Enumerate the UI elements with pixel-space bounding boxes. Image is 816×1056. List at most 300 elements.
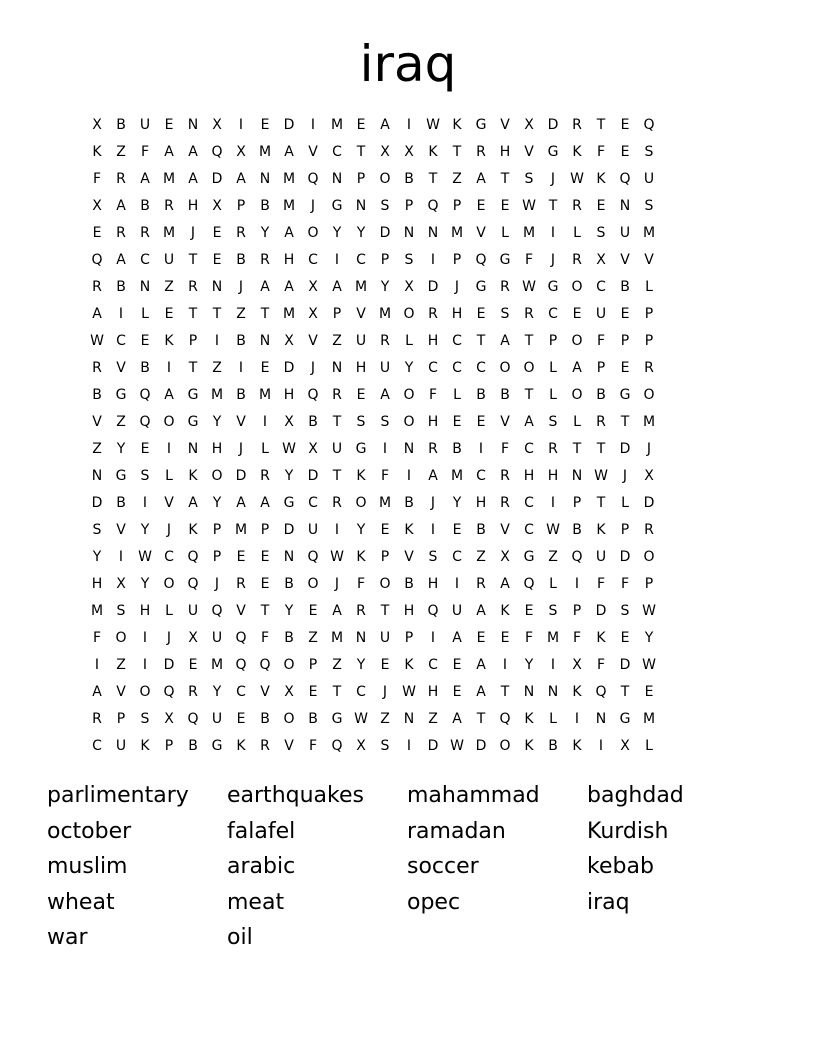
grid-letter: U: [379, 630, 391, 646]
grid-letter: B: [476, 522, 486, 538]
grid-letter: F: [92, 630, 102, 646]
grid-letter: X: [404, 144, 414, 160]
grid-letter: G: [355, 441, 367, 457]
grid-letter: W: [546, 522, 560, 538]
grid-letter: A: [476, 657, 486, 673]
grid-letter: N: [91, 468, 103, 484]
grid-letter: P: [572, 603, 582, 619]
grid-letter: B: [452, 441, 462, 457]
grid-letter: R: [500, 495, 510, 511]
grid-letter: A: [500, 333, 510, 349]
grid-letter: Q: [187, 711, 199, 727]
word-list-item: meat: [227, 889, 285, 915]
grid-letter: Z: [212, 360, 222, 376]
grid-letter: Z: [308, 630, 318, 646]
grid-letter: D: [307, 468, 319, 484]
grid-letter: O: [499, 360, 511, 376]
grid-letter: U: [355, 333, 367, 349]
grid-letter: H: [139, 603, 151, 619]
grid-letter: R: [260, 468, 270, 484]
grid-letter: B: [308, 414, 318, 430]
grid-letter: P: [620, 333, 630, 349]
grid-letter: E: [140, 441, 150, 457]
grid-letter: R: [164, 198, 174, 214]
grid-letter: H: [427, 414, 439, 430]
grid-letter: I: [214, 333, 220, 349]
grid-letter: I: [550, 657, 556, 673]
grid-letter: O: [571, 333, 583, 349]
grid-row: [85, 139, 733, 166]
grid-letter: R: [188, 684, 198, 700]
grid-letter: L: [405, 333, 413, 349]
grid-letter: A: [92, 306, 102, 322]
grid-letter: G: [211, 738, 223, 754]
grid-letter: V: [116, 684, 126, 700]
grid-letter: P: [644, 333, 654, 349]
grid-letter: C: [596, 279, 606, 295]
grid-letter: V: [236, 603, 246, 619]
grid-letter: Y: [212, 495, 222, 511]
grid-letter: L: [141, 306, 149, 322]
grid-letter: D: [235, 468, 247, 484]
grid-letter: G: [331, 711, 343, 727]
grid-letter: S: [92, 522, 102, 538]
grid-letter: Q: [643, 117, 655, 133]
word-list-item: falafel: [227, 818, 296, 844]
grid-letter: T: [332, 684, 342, 700]
grid-letter: O: [379, 171, 391, 187]
grid-letter: F: [620, 576, 630, 592]
grid-letter: U: [379, 360, 391, 376]
grid-letter: Q: [139, 414, 151, 430]
grid-letter: C: [548, 306, 558, 322]
grid-letter: P: [572, 495, 582, 511]
grid-letter: N: [571, 468, 583, 484]
grid-letter: F: [308, 738, 318, 754]
grid-row: [85, 355, 733, 382]
grid-letter: W: [594, 468, 608, 484]
word-list-item: oil: [227, 925, 253, 950]
grid-letter: E: [236, 711, 246, 727]
grid-letter: D: [619, 657, 631, 673]
grid-row: [85, 625, 733, 652]
grid-letter: C: [308, 252, 318, 268]
grid-letter: T: [356, 144, 366, 160]
grid-letter: H: [211, 441, 223, 457]
grid-row: [85, 544, 733, 571]
grid-letter: K: [236, 738, 246, 754]
grid-letter: O: [283, 657, 295, 673]
grid-letter: H: [187, 198, 199, 214]
grid-letter: G: [547, 144, 559, 160]
grid-letter: E: [164, 117, 174, 133]
grid-letter: R: [116, 225, 126, 241]
grid-letter: T: [476, 711, 486, 727]
grid-letter: I: [118, 549, 124, 565]
grid-letter: W: [450, 738, 464, 754]
grid-letter: U: [211, 711, 223, 727]
grid-letter: T: [596, 117, 606, 133]
grid-letter: E: [524, 603, 534, 619]
grid-letter: D: [619, 441, 631, 457]
grid-letter: O: [307, 576, 319, 592]
grid-letter: F: [380, 468, 390, 484]
grid-letter: A: [116, 198, 126, 214]
grid-letter: R: [332, 495, 342, 511]
grid-letter: M: [282, 198, 296, 214]
grid-letter: X: [308, 441, 318, 457]
grid-letter: K: [356, 549, 366, 565]
grid-letter: G: [283, 495, 295, 511]
grid-letter: O: [163, 576, 175, 592]
grid-letter: I: [454, 576, 460, 592]
grid-letter: P: [356, 171, 366, 187]
grid-letter: B: [500, 387, 510, 403]
grid-letter: B: [188, 738, 198, 754]
grid-letter: A: [140, 171, 150, 187]
grid-letter: M: [282, 306, 296, 322]
grid-letter: A: [380, 387, 390, 403]
grid-letter: Q: [139, 387, 151, 403]
grid-letter: H: [475, 495, 487, 511]
grid-row: [85, 328, 733, 355]
grid-letter: O: [379, 576, 391, 592]
grid-letter: E: [476, 630, 486, 646]
grid-letter: A: [164, 387, 174, 403]
grid-letter: Y: [212, 414, 222, 430]
grid-letter: M: [450, 468, 464, 484]
grid-letter: F: [500, 441, 510, 457]
grid-letter: I: [334, 252, 340, 268]
word-list-item: arabic: [227, 854, 296, 879]
word-list-item: baghdad: [587, 783, 684, 808]
grid-row: [85, 679, 733, 706]
grid-letter: X: [284, 684, 294, 700]
grid-letter: I: [502, 657, 508, 673]
grid-letter: C: [356, 252, 366, 268]
grid-letter: K: [404, 522, 414, 538]
grid-letter: Z: [428, 711, 438, 727]
grid-letter: V: [524, 144, 534, 160]
grid-letter: V: [356, 306, 366, 322]
grid-letter: I: [334, 522, 340, 538]
grid-letter: I: [430, 522, 436, 538]
grid-row: [85, 436, 733, 463]
grid-letter: T: [572, 441, 582, 457]
grid-letter: E: [260, 117, 270, 133]
grid-letter: H: [451, 306, 463, 322]
grid-letter: A: [92, 684, 102, 700]
grid-letter: Z: [476, 549, 486, 565]
grid-letter: Q: [427, 603, 439, 619]
word-list: [47, 778, 767, 956]
grid-letter: E: [308, 603, 318, 619]
grid-letter: U: [187, 603, 199, 619]
grid-letter: R: [260, 252, 270, 268]
grid-letter: S: [644, 198, 654, 214]
grid-row: [85, 706, 733, 733]
grid-letter: B: [548, 738, 558, 754]
grid-letter: V: [620, 252, 630, 268]
grid-letter: E: [236, 549, 246, 565]
grid-letter: P: [116, 711, 126, 727]
grid-letter: R: [644, 360, 654, 376]
grid-letter: H: [523, 468, 535, 484]
grid-letter: I: [142, 657, 148, 673]
grid-letter: P: [332, 306, 342, 322]
grid-letter: C: [92, 738, 102, 754]
grid-letter: E: [452, 414, 462, 430]
grid-letter: H: [547, 468, 559, 484]
grid-letter: G: [523, 549, 535, 565]
grid-letter: P: [452, 198, 462, 214]
grid-letter: H: [427, 333, 439, 349]
grid-letter: N: [355, 198, 367, 214]
grid-letter: N: [619, 198, 631, 214]
grid-letter: B: [404, 171, 414, 187]
grid-letter: I: [382, 441, 388, 457]
grid-letter: V: [404, 549, 414, 565]
grid-letter: G: [115, 468, 127, 484]
grid-letter: C: [140, 252, 150, 268]
grid-letter: I: [598, 738, 604, 754]
grid-letter: Y: [644, 630, 654, 646]
word-list-item: wheat: [47, 889, 115, 915]
letter-grid: [85, 112, 733, 760]
grid-letter: S: [380, 198, 390, 214]
grid-letter: E: [500, 198, 510, 214]
grid-letter: X: [236, 144, 246, 160]
grid-letter: S: [428, 549, 438, 565]
grid-letter: B: [284, 576, 294, 592]
grid-letter: T: [500, 171, 510, 187]
grid-letter: S: [404, 252, 414, 268]
grid-letter: E: [620, 306, 630, 322]
grid-letter: Z: [332, 657, 342, 673]
grid-letter: W: [642, 657, 656, 673]
grid-letter: E: [620, 144, 630, 160]
grid-letter: O: [403, 414, 415, 430]
grid-letter: X: [308, 279, 318, 295]
grid-letter: H: [403, 603, 415, 619]
grid-letter: M: [546, 630, 560, 646]
grid-letter: E: [500, 630, 510, 646]
grid-letter: F: [596, 144, 606, 160]
grid-letter: C: [332, 144, 342, 160]
grid-letter: J: [310, 198, 316, 214]
word-list-item: Kurdish: [587, 818, 669, 844]
grid-letter: V: [284, 738, 294, 754]
grid-letter: I: [478, 441, 484, 457]
grid-letter: M: [330, 117, 344, 133]
grid-row: [85, 571, 733, 598]
grid-letter: O: [139, 684, 151, 700]
grid-letter: U: [451, 603, 463, 619]
grid-letter: Q: [523, 576, 535, 592]
grid-row: [85, 409, 733, 436]
grid-letter: C: [428, 360, 438, 376]
grid-letter: E: [212, 252, 222, 268]
grid-letter: J: [238, 279, 244, 295]
grid-letter: X: [92, 117, 102, 133]
grid-letter: K: [572, 738, 582, 754]
grid-letter: G: [187, 414, 199, 430]
grid-letter: M: [378, 306, 392, 322]
grid-letter: E: [452, 522, 462, 538]
grid-letter: V: [476, 225, 486, 241]
grid-row: [85, 220, 733, 247]
grid-letter: D: [379, 225, 391, 241]
grid-letter: G: [499, 252, 511, 268]
word-list-item: soccer: [407, 854, 479, 879]
grid-letter: X: [596, 252, 606, 268]
grid-letter: A: [188, 144, 198, 160]
grid-letter: Z: [452, 171, 462, 187]
grid-letter: W: [90, 333, 104, 349]
grid-letter: M: [642, 711, 656, 727]
word-list-item: opec: [407, 889, 461, 915]
grid-letter: M: [450, 225, 464, 241]
grid-letter: Y: [356, 657, 366, 673]
grid-letter: R: [572, 117, 582, 133]
grid-row: [85, 112, 733, 139]
grid-letter: O: [403, 306, 415, 322]
grid-letter: W: [522, 198, 536, 214]
grid-letter: R: [260, 738, 270, 754]
grid-letter: O: [523, 360, 535, 376]
grid-letter: D: [283, 522, 295, 538]
grid-letter: E: [596, 198, 606, 214]
grid-letter: R: [92, 279, 102, 295]
word-list-item: october: [47, 818, 132, 844]
page-title: iraq: [359, 35, 457, 93]
grid-letter: Z: [332, 333, 342, 349]
grid-letter: A: [572, 360, 582, 376]
grid-letter: B: [596, 387, 606, 403]
grid-letter: Z: [116, 414, 126, 430]
grid-letter: Z: [380, 711, 390, 727]
grid-letter: C: [164, 549, 174, 565]
grid-letter: N: [211, 279, 223, 295]
grid-letter: H: [91, 576, 103, 592]
grid-letter: K: [596, 630, 606, 646]
word-list-item: muslim: [47, 854, 128, 879]
grid-letter: U: [595, 549, 607, 565]
grid-letter: C: [236, 684, 246, 700]
grid-letter: T: [596, 495, 606, 511]
grid-letter: D: [427, 279, 439, 295]
grid-letter: N: [331, 360, 343, 376]
grid-letter: H: [355, 360, 367, 376]
grid-letter: D: [91, 495, 103, 511]
grid-letter: Q: [235, 630, 247, 646]
grid-letter: I: [166, 360, 172, 376]
grid-letter: I: [262, 414, 268, 430]
grid-letter: M: [330, 630, 344, 646]
grid-letter: V: [308, 333, 318, 349]
grid-letter: I: [550, 495, 556, 511]
grid-letter: P: [308, 657, 318, 673]
word-list-item: parlimentary: [47, 783, 189, 808]
grid-letter: P: [404, 630, 414, 646]
grid-letter: S: [116, 603, 126, 619]
grid-letter: B: [404, 576, 414, 592]
grid-letter: I: [118, 306, 124, 322]
grid-letter: T: [260, 306, 270, 322]
grid-letter: M: [162, 171, 176, 187]
grid-letter: N: [547, 684, 559, 700]
grid-letter: E: [260, 549, 270, 565]
grid-letter: E: [476, 198, 486, 214]
grid-letter: R: [92, 711, 102, 727]
grid-letter: M: [378, 495, 392, 511]
grid-letter: N: [139, 279, 151, 295]
grid-letter: X: [188, 630, 198, 646]
grid-letter: B: [284, 630, 294, 646]
grid-letter: Z: [236, 306, 246, 322]
grid-row: [85, 382, 733, 409]
grid-letter: L: [573, 225, 581, 241]
grid-letter: Y: [212, 684, 222, 700]
grid-letter: N: [187, 117, 199, 133]
grid-letter: A: [476, 603, 486, 619]
grid-letter: F: [92, 171, 102, 187]
grid-letter: Y: [140, 576, 150, 592]
grid-letter: N: [403, 711, 415, 727]
grid-letter: D: [163, 657, 175, 673]
grid-letter: E: [188, 657, 198, 673]
grid-letter: Q: [235, 657, 247, 673]
grid-letter: J: [622, 468, 628, 484]
grid-letter: B: [116, 495, 126, 511]
grid-letter: J: [310, 360, 316, 376]
grid-letter: A: [236, 495, 246, 511]
word-list-item: ramadan: [407, 818, 506, 844]
grid-letter: K: [404, 657, 414, 673]
grid-letter: W: [570, 171, 584, 187]
grid-letter: J: [238, 441, 244, 457]
grid-letter: F: [596, 333, 606, 349]
grid-letter: I: [142, 495, 148, 511]
grid-letter: F: [524, 252, 534, 268]
grid-letter: R: [236, 576, 246, 592]
grid-letter: U: [643, 171, 655, 187]
grid-letter: R: [524, 306, 534, 322]
grid-letter: X: [572, 657, 582, 673]
grid-letter: C: [476, 468, 486, 484]
grid-letter: M: [234, 522, 248, 538]
grid-letter: W: [642, 603, 656, 619]
grid-letter: K: [524, 711, 534, 727]
grid-letter: D: [211, 171, 223, 187]
grid-letter: H: [283, 387, 295, 403]
grid-letter: V: [92, 414, 102, 430]
grid-letter: G: [115, 387, 127, 403]
grid-letter: O: [355, 495, 367, 511]
grid-letter: E: [380, 522, 390, 538]
grid-letter: O: [571, 387, 583, 403]
grid-letter: K: [188, 522, 198, 538]
grid-letter: P: [236, 198, 246, 214]
grid-letter: A: [284, 279, 294, 295]
grid-letter: I: [238, 360, 244, 376]
grid-letter: B: [260, 198, 270, 214]
grid-letter: A: [188, 171, 198, 187]
grid-letter: C: [452, 549, 462, 565]
grid-letter: F: [356, 576, 366, 592]
grid-letter: B: [140, 198, 150, 214]
grid-letter: J: [334, 576, 340, 592]
